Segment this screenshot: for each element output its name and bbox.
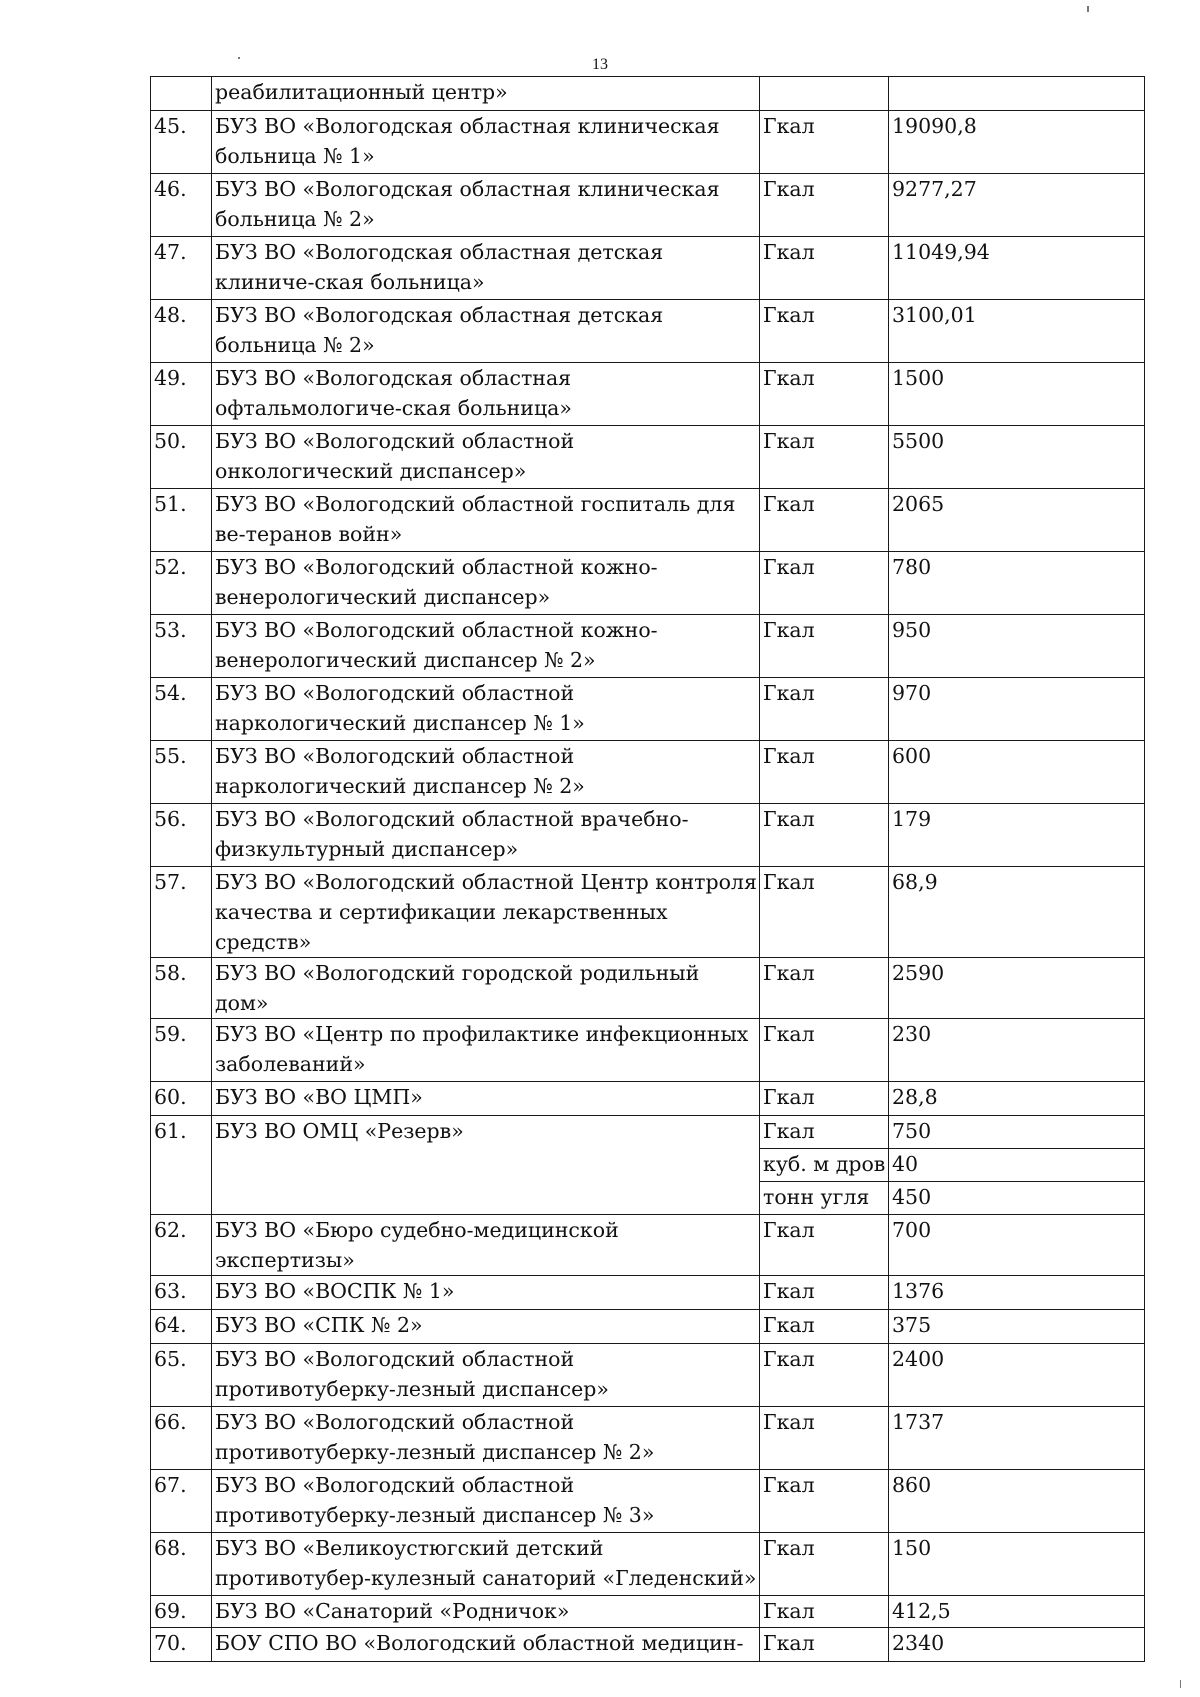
row-number: [151, 77, 212, 111]
row-number: 50.: [151, 426, 212, 489]
value-cell: 412,5: [889, 1596, 1145, 1628]
table-row: [151, 1628, 1145, 1662]
institution-name: БУЗ ВО «Вологодский областной противотуберку-лезный диспансер № 2»: [212, 1407, 760, 1470]
value-cell: [889, 77, 1145, 111]
row-number: 52.: [151, 552, 212, 615]
institution-name: БУЗ ВО «ВОСПК № 1»: [212, 1276, 760, 1310]
value-cell: 375: [889, 1310, 1145, 1344]
table-row: [151, 77, 1145, 111]
row-number: 56.: [151, 804, 212, 867]
value-cell: 230: [889, 1019, 1145, 1082]
unit-cell: Гкал: [760, 1628, 889, 1662]
unit-cell: Гкал: [760, 489, 889, 552]
value-cell: 950: [889, 615, 1145, 678]
row-number: 65.: [151, 1344, 212, 1407]
unit-cell: Гкал: [760, 1344, 889, 1407]
row-number: 66.: [151, 1407, 212, 1470]
table-row: [151, 741, 1145, 804]
institution-name: БУЗ ВО «Вологодский областной онкологический диспансер»: [212, 426, 760, 489]
row-number: 48.: [151, 300, 212, 363]
scan-speck: [1180, 1680, 1181, 1688]
table-row: [151, 426, 1145, 489]
unit-cell: Гкал: [760, 1470, 889, 1533]
value-cell: 3100,01: [889, 300, 1145, 363]
value-cell: 19090,8: [889, 111, 1145, 174]
institution-name: БУЗ ВО ОМЦ «Резерв»: [212, 1116, 760, 1215]
table-row: [151, 552, 1145, 615]
table-row: [151, 1116, 1145, 1149]
unit-cell: Гкал: [760, 1407, 889, 1470]
value-cell: 780: [889, 552, 1145, 615]
unit-cell: Гкал: [760, 1276, 889, 1310]
table-row: [151, 678, 1145, 741]
unit-cell: Гкал: [760, 426, 889, 489]
institution-name: БУЗ ВО «Вологодский областной противотуберку-лезный диспансер»: [212, 1344, 760, 1407]
scan-speck: [238, 57, 240, 59]
institution-name: БУЗ ВО «Бюро судебно-медицинской экспертизы»: [212, 1215, 760, 1276]
row-number: 45.: [151, 111, 212, 174]
row-number: 46.: [151, 174, 212, 237]
value-cell: 150: [889, 1533, 1145, 1596]
table-row: [151, 363, 1145, 426]
table-row: [151, 1215, 1145, 1276]
row-number: 70.: [151, 1628, 212, 1662]
table-row: [151, 489, 1145, 552]
unit-cell: Гкал: [760, 1596, 889, 1628]
row-number: 68.: [151, 1533, 212, 1596]
row-number: 51.: [151, 489, 212, 552]
institution-name: БУЗ ВО «Центр по профилактике инфекционных заболеваний»: [212, 1019, 760, 1082]
institution-name: БУЗ ВО «Вологодский областной Центр контроля качества и сертификации лекарственных средств»: [212, 867, 760, 958]
unit-cell: Гкал: [760, 111, 889, 174]
table-row: [151, 615, 1145, 678]
unit-cell: Гкал: [760, 1019, 889, 1082]
unit-cell: Гкал: [760, 363, 889, 426]
institution-name: БУЗ ВО «Вологодская областная детская клиниче-ская больница»: [212, 237, 760, 300]
value-cell: 68,9: [889, 867, 1145, 958]
unit-cell: Гкал: [760, 867, 889, 958]
value-cell: 2340: [889, 1628, 1145, 1662]
table-row: [151, 1596, 1145, 1628]
institution-name: БУЗ ВО «Вологодский областной кожно-венерологический диспансер № 2»: [212, 615, 760, 678]
value-cell: 1500: [889, 363, 1145, 426]
value-cell: 750: [889, 1116, 1145, 1149]
value-cell: 11049,94: [889, 237, 1145, 300]
value-cell: 2590: [889, 958, 1145, 1019]
unit-cell: Гкал: [760, 741, 889, 804]
value-cell: 1376: [889, 1276, 1145, 1310]
table-row: [151, 1407, 1145, 1470]
row-number: 59.: [151, 1019, 212, 1082]
row-number: 47.: [151, 237, 212, 300]
institution-name: БУЗ ВО «Вологодский областной врачебно-физкультурный диспансер»: [212, 804, 760, 867]
institution-name: БОУ СПО ВО «Вологодский областной медицин-: [212, 1628, 760, 1662]
allocation-table: [150, 76, 1145, 1662]
unit-cell: Гкал: [760, 1116, 889, 1149]
table-row: [151, 300, 1145, 363]
institution-name: БУЗ ВО «Вологодская областная клиническая больница № 2»: [212, 174, 760, 237]
row-number: 49.: [151, 363, 212, 426]
value-cell: 600: [889, 741, 1145, 804]
value-cell: 700: [889, 1215, 1145, 1276]
row-number: 53.: [151, 615, 212, 678]
unit-cell: Гкал: [760, 1533, 889, 1596]
institution-name: БУЗ ВО «ВО ЦМП»: [212, 1082, 760, 1116]
row-number: 64.: [151, 1310, 212, 1344]
value-cell: 2065: [889, 489, 1145, 552]
value-cell: 2400: [889, 1344, 1145, 1407]
row-number: 55.: [151, 741, 212, 804]
table-row: [151, 174, 1145, 237]
row-number: 62.: [151, 1215, 212, 1276]
value-cell: 860: [889, 1470, 1145, 1533]
institution-name: БУЗ ВО «Вологодский областной наркологический диспансер № 1»: [212, 678, 760, 741]
unit-cell: Гкал: [760, 804, 889, 867]
institution-name: БУЗ ВО «Санаторий «Родничок»: [212, 1596, 760, 1628]
unit-cell: Гкал: [760, 958, 889, 1019]
table-row: [151, 867, 1145, 958]
unit-cell: Гкал: [760, 174, 889, 237]
row-number: 54.: [151, 678, 212, 741]
value-cell: 970: [889, 678, 1145, 741]
table-row: [151, 1019, 1145, 1082]
institution-name: БУЗ ВО «Вологодский городской родильный дом»: [212, 958, 760, 1019]
table-row: [151, 1276, 1145, 1310]
institution-name: БУЗ ВО «Вологодский областной госпиталь для ве-теранов войн»: [212, 489, 760, 552]
unit-cell: Гкал: [760, 1310, 889, 1344]
row-number: 67.: [151, 1470, 212, 1533]
table-row: [151, 237, 1145, 300]
unit-cell: Гкал: [760, 615, 889, 678]
unit-cell: Гкал: [760, 1082, 889, 1116]
value-cell: 179: [889, 804, 1145, 867]
institution-name: реабилитационный центр»: [212, 77, 760, 111]
row-number: 58.: [151, 958, 212, 1019]
institution-name: БУЗ ВО «Вологодская областная клиническая больница № 1»: [212, 111, 760, 174]
unit-cell: куб. м дров: [760, 1149, 889, 1182]
scan-speck: [1087, 6, 1089, 12]
unit-cell: [760, 77, 889, 111]
value-cell: 1737: [889, 1407, 1145, 1470]
value-cell: 28,8: [889, 1082, 1145, 1116]
row-number: 63.: [151, 1276, 212, 1310]
row-number: 60.: [151, 1082, 212, 1116]
table-row: [151, 1310, 1145, 1344]
institution-name: БУЗ ВО «Вологодская областная офтальмологиче-ская больница»: [212, 363, 760, 426]
table-row: [151, 958, 1145, 1019]
unit-cell: Гкал: [760, 300, 889, 363]
unit-cell: тонн угля: [760, 1182, 889, 1215]
table-row: [151, 1344, 1145, 1407]
institution-name: БУЗ ВО «Вологодский областной наркологический диспансер № 2»: [212, 741, 760, 804]
value-cell: 450: [889, 1182, 1145, 1215]
institution-name: БУЗ ВО «СПК № 2»: [212, 1310, 760, 1344]
table-row: [151, 804, 1145, 867]
unit-cell: Гкал: [760, 678, 889, 741]
page-number: 13: [592, 56, 608, 73]
table-row: [151, 1470, 1145, 1533]
table-row: [151, 1533, 1145, 1596]
institution-name: БУЗ ВО «Вологодский областной кожно-венерологический диспансер»: [212, 552, 760, 615]
row-number: 57.: [151, 867, 212, 958]
value-cell: 40: [889, 1149, 1145, 1182]
value-cell: 9277,27: [889, 174, 1145, 237]
institution-name: БУЗ ВО «Вологодская областная детская больница № 2»: [212, 300, 760, 363]
row-number: 61.: [151, 1116, 212, 1215]
institution-name: БУЗ ВО «Вологодский областной противотуберку-лезный диспансер № 3»: [212, 1470, 760, 1533]
unit-cell: Гкал: [760, 237, 889, 300]
unit-cell: Гкал: [760, 552, 889, 615]
unit-cell: Гкал: [760, 1215, 889, 1276]
table-row: [151, 111, 1145, 174]
value-cell: 5500: [889, 426, 1145, 489]
institution-name: БУЗ ВО «Великоустюгский детский противотубер-кулезный санаторий «Гледенский»: [212, 1533, 760, 1596]
table-row: [151, 1082, 1145, 1116]
row-number: 69.: [151, 1596, 212, 1628]
